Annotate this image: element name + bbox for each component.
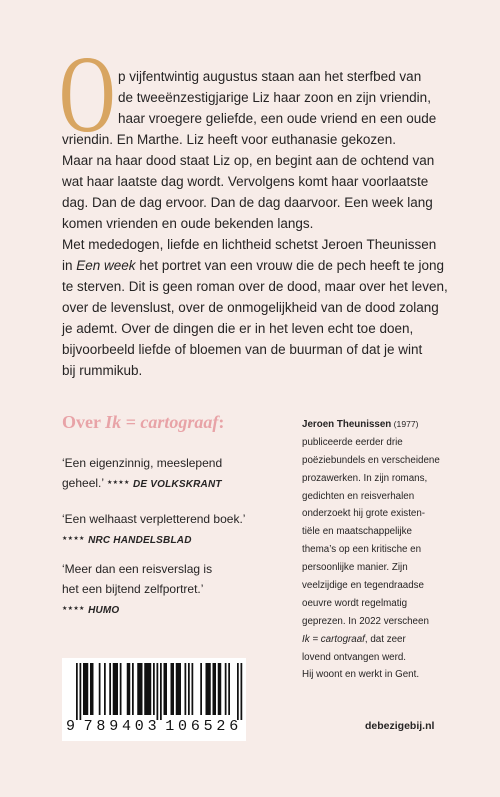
barcode-bar bbox=[137, 663, 142, 715]
barcode-bar bbox=[109, 663, 111, 715]
barcode-bar bbox=[132, 663, 134, 715]
review-source: HUMO bbox=[88, 605, 120, 616]
quote-line: ‘Een eigenzinnig, meeslepend bbox=[62, 456, 223, 470]
bio-line: onderzoekt hij grote existen- bbox=[302, 508, 426, 520]
bio-line: poëziebundels en verscheidene bbox=[302, 454, 440, 466]
barcode-bar bbox=[120, 663, 122, 715]
quote-attribution bbox=[62, 599, 212, 619]
bio-line bbox=[302, 416, 440, 434]
bio-text: , dat zeer bbox=[364, 633, 406, 645]
barcode-bar bbox=[90, 663, 94, 715]
blurb-text: het portret van een vrouw die de pech heeft te jong bbox=[135, 258, 445, 273]
barcode-bar bbox=[157, 663, 159, 720]
blurb-line: te sterven. Dit is geen roman over de dood, maar over het leven, bbox=[62, 279, 448, 294]
blurb-line: komen vrienden en oude bekenden langs. bbox=[62, 216, 314, 231]
barcode-bar bbox=[164, 663, 168, 715]
star-rating: ★★★★ bbox=[62, 535, 85, 542]
barcode-bar bbox=[76, 663, 78, 720]
quote-attribution bbox=[62, 529, 245, 549]
quote-line bbox=[62, 473, 222, 493]
barcode-bar bbox=[213, 663, 217, 715]
bio-line: oeuvre wordt regelmatig bbox=[302, 597, 408, 609]
barcode-bar bbox=[225, 663, 227, 715]
bio-line: persoonlijke manier. Zijn bbox=[302, 562, 408, 574]
heading-text: Over bbox=[62, 412, 106, 432]
barcode-bar bbox=[104, 663, 106, 715]
barcode-bar bbox=[144, 663, 151, 715]
heading-colon: : bbox=[218, 412, 225, 432]
barcode-bar bbox=[171, 663, 175, 715]
reviews-heading bbox=[62, 411, 224, 433]
review-quote bbox=[62, 509, 245, 549]
blurb bbox=[62, 66, 448, 381]
publisher-url: debezigebij.nl bbox=[365, 720, 435, 732]
barcode-bar bbox=[200, 663, 202, 715]
barcode-bar bbox=[153, 663, 155, 715]
blurb-text: in bbox=[62, 258, 77, 273]
quote-line: ‘Meer dan een reisverslag is bbox=[62, 562, 213, 576]
barcode-bar bbox=[113, 663, 118, 715]
barcode-bars bbox=[62, 658, 246, 720]
author-name: Jeroen Theunissen bbox=[302, 419, 392, 430]
barcode-bar bbox=[176, 663, 181, 715]
barcode-bar bbox=[127, 663, 131, 715]
drop-cap: O bbox=[59, 33, 116, 155]
blurb-line: bijvoorbeeld liefde of bloemen van de buurman of dat je wint bbox=[62, 342, 423, 357]
bio-line: geprezen. In 2022 verscheen bbox=[302, 615, 429, 627]
bio-line: thema’s op een kritische en bbox=[302, 544, 422, 556]
review-quote bbox=[62, 453, 222, 493]
blurb-line bbox=[62, 255, 448, 276]
blurb-line: wat haar laatste dag wordt. Vervolgens komt haar voorlaatste bbox=[62, 174, 429, 189]
bio-line: prozawerken. In zijn romans, bbox=[302, 472, 428, 484]
barcode-bar bbox=[188, 663, 190, 715]
isbn-barcode bbox=[62, 658, 246, 741]
review-source: DE VOLKSKRANT bbox=[133, 479, 222, 490]
quote-text: geheel.’ bbox=[62, 476, 104, 490]
barcode-bar bbox=[99, 663, 101, 715]
barcode-bar bbox=[185, 663, 187, 715]
blurb-line: over de levenslust, over de onmogelijkheid van de dood zolang bbox=[62, 300, 439, 315]
barcode-bar bbox=[237, 663, 239, 720]
blurb-line: de tweeënzestigjarige Liz haar zoon en zijn vriendin, bbox=[118, 90, 431, 105]
quote-line: het een bijtend zelfportret.’ bbox=[62, 582, 204, 596]
bio-line: gedichten en reisverhalen bbox=[302, 490, 415, 502]
barcode-bar bbox=[83, 663, 88, 715]
bio-line: tiële en maatschappelijke bbox=[302, 526, 413, 538]
book-title: Een week bbox=[76, 258, 136, 273]
barcode-bar bbox=[206, 663, 211, 715]
barcode-bar bbox=[218, 663, 222, 715]
bio-line: Hij woont en werkt in Gent. bbox=[302, 669, 420, 681]
review-source: NRC HANDELSBLAD bbox=[88, 535, 192, 546]
bio-line: veelzijdige en tegendraadse bbox=[302, 580, 425, 592]
previous-book-title: Ik = cartograaf bbox=[105, 412, 219, 432]
bio-line bbox=[302, 631, 440, 649]
barcode-bar bbox=[241, 663, 243, 720]
blurb-line: bij rummikub. bbox=[62, 363, 143, 378]
previous-book-title: Ik = cartograaf bbox=[302, 633, 365, 645]
quote-line: ‘Een welhaast verpletterend boek.’ bbox=[62, 512, 246, 526]
review-quote bbox=[62, 559, 212, 619]
blurb-line: Met mededogen, liefde en lichtheid schetst Jeroen Theunissen bbox=[62, 237, 437, 252]
barcode-bar bbox=[228, 663, 230, 715]
star-rating: ★★★★ bbox=[106, 479, 130, 486]
star-rating: ★★★★ bbox=[62, 605, 85, 612]
barcode-bar bbox=[192, 663, 194, 715]
blurb-line: dag. Dan de dag ervoor. Dan de dag daarvoor. Een week lang bbox=[62, 195, 433, 210]
bio-line: publiceerde eerder drie bbox=[302, 436, 403, 448]
barcode-number: 9 789403 106526 bbox=[66, 718, 243, 735]
blurb-line: vriendin. En Marthe. Liz heeft voor euthanasie gekozen. bbox=[62, 132, 396, 147]
blurb-line: p vijfentwintig augustus staan aan het sterfbed van bbox=[118, 69, 422, 84]
blurb-line: je ademt. Over de dingen die er in het leven echt toe doen, bbox=[62, 321, 414, 336]
author-birth-year: (1977) bbox=[391, 419, 419, 429]
bio-line: lovend ontvangen werd. bbox=[302, 651, 407, 663]
author-bio bbox=[302, 416, 440, 684]
blurb-line: Maar na haar dood staat Liz op, en begint aan de ochtend van bbox=[62, 153, 435, 168]
blurb-line: haar vroegere geliefde, een oude vriend en een oude bbox=[118, 111, 437, 126]
barcode-bar bbox=[80, 663, 82, 720]
barcode-bar bbox=[160, 663, 162, 720]
